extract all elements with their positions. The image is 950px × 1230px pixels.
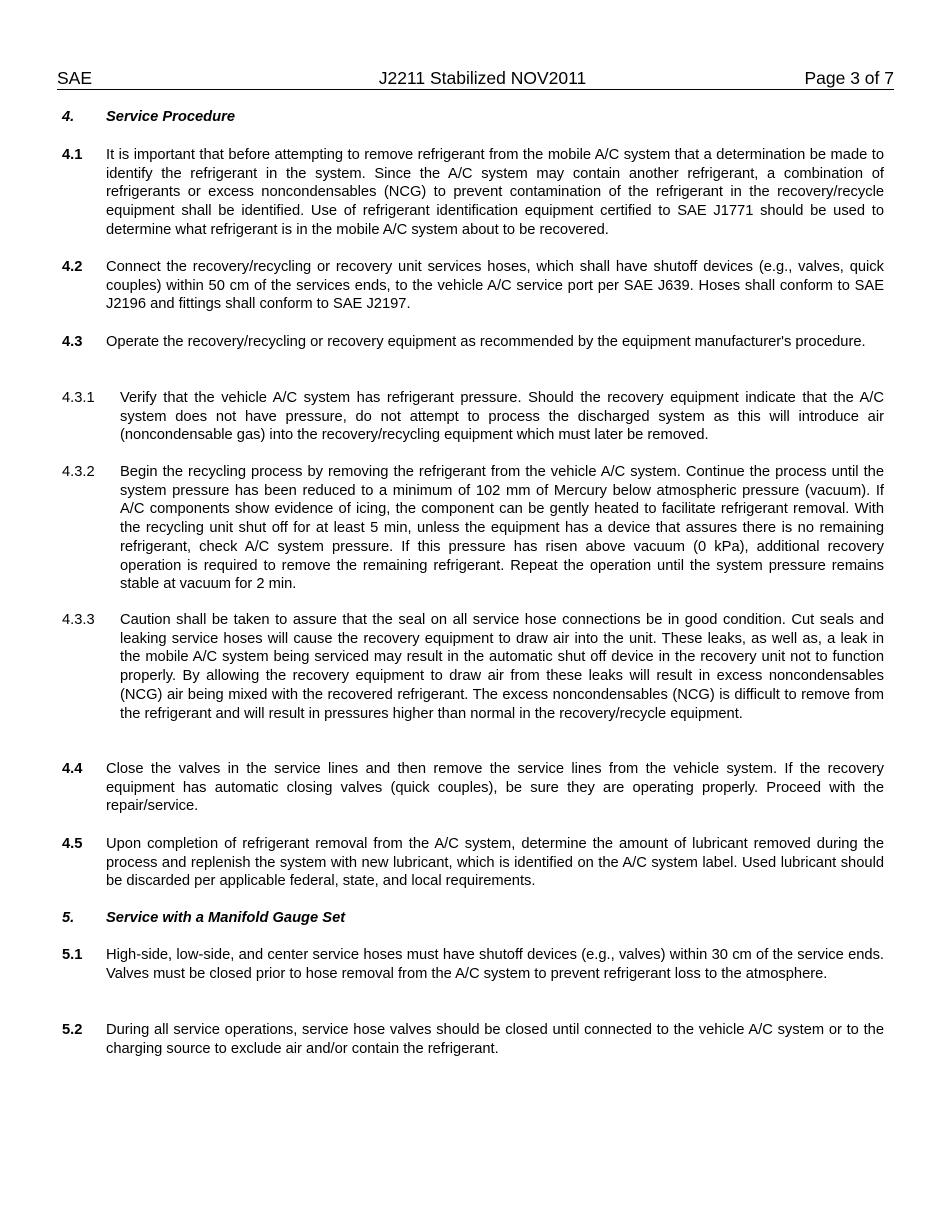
paragraph-number: 4.5 <box>62 836 83 852</box>
paragraph-text: Connect the recovery/recycling or recovery unit services hoses, which shall have shutoff devices (e.g., valves, quick couples) within 50 cm of the services ends, to the vehicle A/C service port per SAE J639. Hoses shall conform to SAE J2196 and fittings shall conform to SAE J2197. <box>106 259 884 313</box>
paragraph-4-5 <box>62 835 884 891</box>
paragraph-number: 5.2 <box>62 1022 83 1038</box>
section-heading-4 <box>62 108 884 127</box>
paragraph-number: 4.3.3 <box>62 612 95 628</box>
paragraph-4-3-1 <box>62 389 884 445</box>
paragraph-5-1 <box>62 946 884 983</box>
page-header <box>57 68 894 90</box>
section-heading-5 <box>62 909 884 928</box>
paragraph-text: It is important that before attempting to remove refrigerant from the mobile A/C system that a determination be made to identify the refrigerant in the system. Since the A/C system may contain another refrigerant, a combination of refrigerants or excess noncondensables (NCG) to prevent contamination of the refrigerant in the recovery/recycle equipment shall be identified. Use of refrigerant identification equipment certified to SAE J1771 should be used to determine what refrigerant is in the mobile A/C system about to be recovered. <box>106 147 884 238</box>
paragraph-number: 4.4 <box>62 761 83 777</box>
paragraph-text: Upon completion of refrigerant removal from the A/C system, determine the amount of lubricant removed during the process and replenish the system with new lubricant, which is identified on the A/C system label. Used lubricant should be discarded per applicable federal, state, and local requirements. <box>106 836 884 890</box>
paragraph-number: 4.3 <box>62 334 83 350</box>
paragraph-text: Begin the recycling process by removing the refrigerant from the vehicle A/C system. Continue the process until the system pressure has been reduced to a minimum of 102 mm of Mercury below atmospheric pressure (vacuum). If A/C components show evidence of icing, the component can be gently heated to facilitate refrigerant removal. With the recycling unit shut off for at least 5 min, unless the equipment has a device that assures there is no remaining refrigerant, check A/C system pressure. If this pressure has risen above vacuum (0 kPa), additional recovery operation is required to remove the remaining refrigerant. Repeat the operation until the system pressure remains stable at vacuum for 2 min. <box>120 464 884 593</box>
section-title: Service with a Manifold Gauge Set <box>106 910 346 926</box>
paragraph-number: 5.1 <box>62 947 83 963</box>
paragraph-4-4 <box>62 760 884 816</box>
header-org: SAE <box>57 68 93 88</box>
header-page-number: Page 3 of 7 <box>804 68 894 88</box>
paragraph-text: Verify that the vehicle A/C system has refrigerant pressure. Should the recovery equipment indicate that the A/C system does not have pressure, do not attempt to process the discharged system as this will introduce air (noncondensable gas) into the recovery/recycling equipment which must later be removed. <box>120 390 884 444</box>
paragraph-text: Close the valves in the service lines and then remove the service lines from the vehicle system. If the recovery equipment has automatic closing valves (quick couples), be sure they are operating properly. Proceed with the repair/service. <box>106 761 884 815</box>
section-number: 5. <box>62 910 75 926</box>
section-title: Service Procedure <box>106 109 235 125</box>
paragraph-number: 4.3.2 <box>62 464 95 480</box>
paragraph-text: Caution shall be taken to assure that the seal on all service hose connections be in good condition. Cut seals and leaking service hoses will cause the recovery equipment to draw air into the unit. These leaks, as well as, a leak in the mobile A/C system being serviced may result in the automatic shut off device in the recovery unit not to function properly. By allowing the recovery equipment to draw air from these leaks will result in excess noncondensables (NCG) air being mixed with the recovered refrigerant. The excess noncondensables (NCG) is difficult to remove from the refrigerant and will result in pressures higher than normal in the recovery/recycle equipment. <box>120 612 884 722</box>
paragraph-4-1 <box>62 146 884 240</box>
paragraph-number: 4.2 <box>62 259 83 275</box>
paragraph-text: Operate the recovery/recycling or recovery equipment as recommended by the equipment manufacturer's procedure. <box>106 334 866 350</box>
section-number: 4. <box>62 109 75 125</box>
paragraph-text: During all service operations, service hose valves should be closed until connected to the vehicle A/C system or to the charging source to exclude air and/or contain the refrigerant. <box>106 1022 884 1057</box>
paragraph-4-3 <box>62 333 884 352</box>
paragraph-4-3-2 <box>62 463 884 594</box>
paragraph-4-2 <box>62 258 884 314</box>
paragraph-4-3-3 <box>62 611 884 723</box>
paragraph-number: 4.1 <box>62 147 83 163</box>
paragraph-5-2 <box>62 1021 884 1058</box>
paragraph-number: 4.3.1 <box>62 390 95 406</box>
header-doc-id: J2211 Stabilized NOV2011 <box>378 68 587 88</box>
paragraph-text: High-side, low-side, and center service hoses must have shutoff devices (e.g., valves) within 30 cm of the service ends. Valves must be closed prior to hose removal from the A/C system to prevent refrigerant loss to the atmosphere. <box>106 947 884 982</box>
